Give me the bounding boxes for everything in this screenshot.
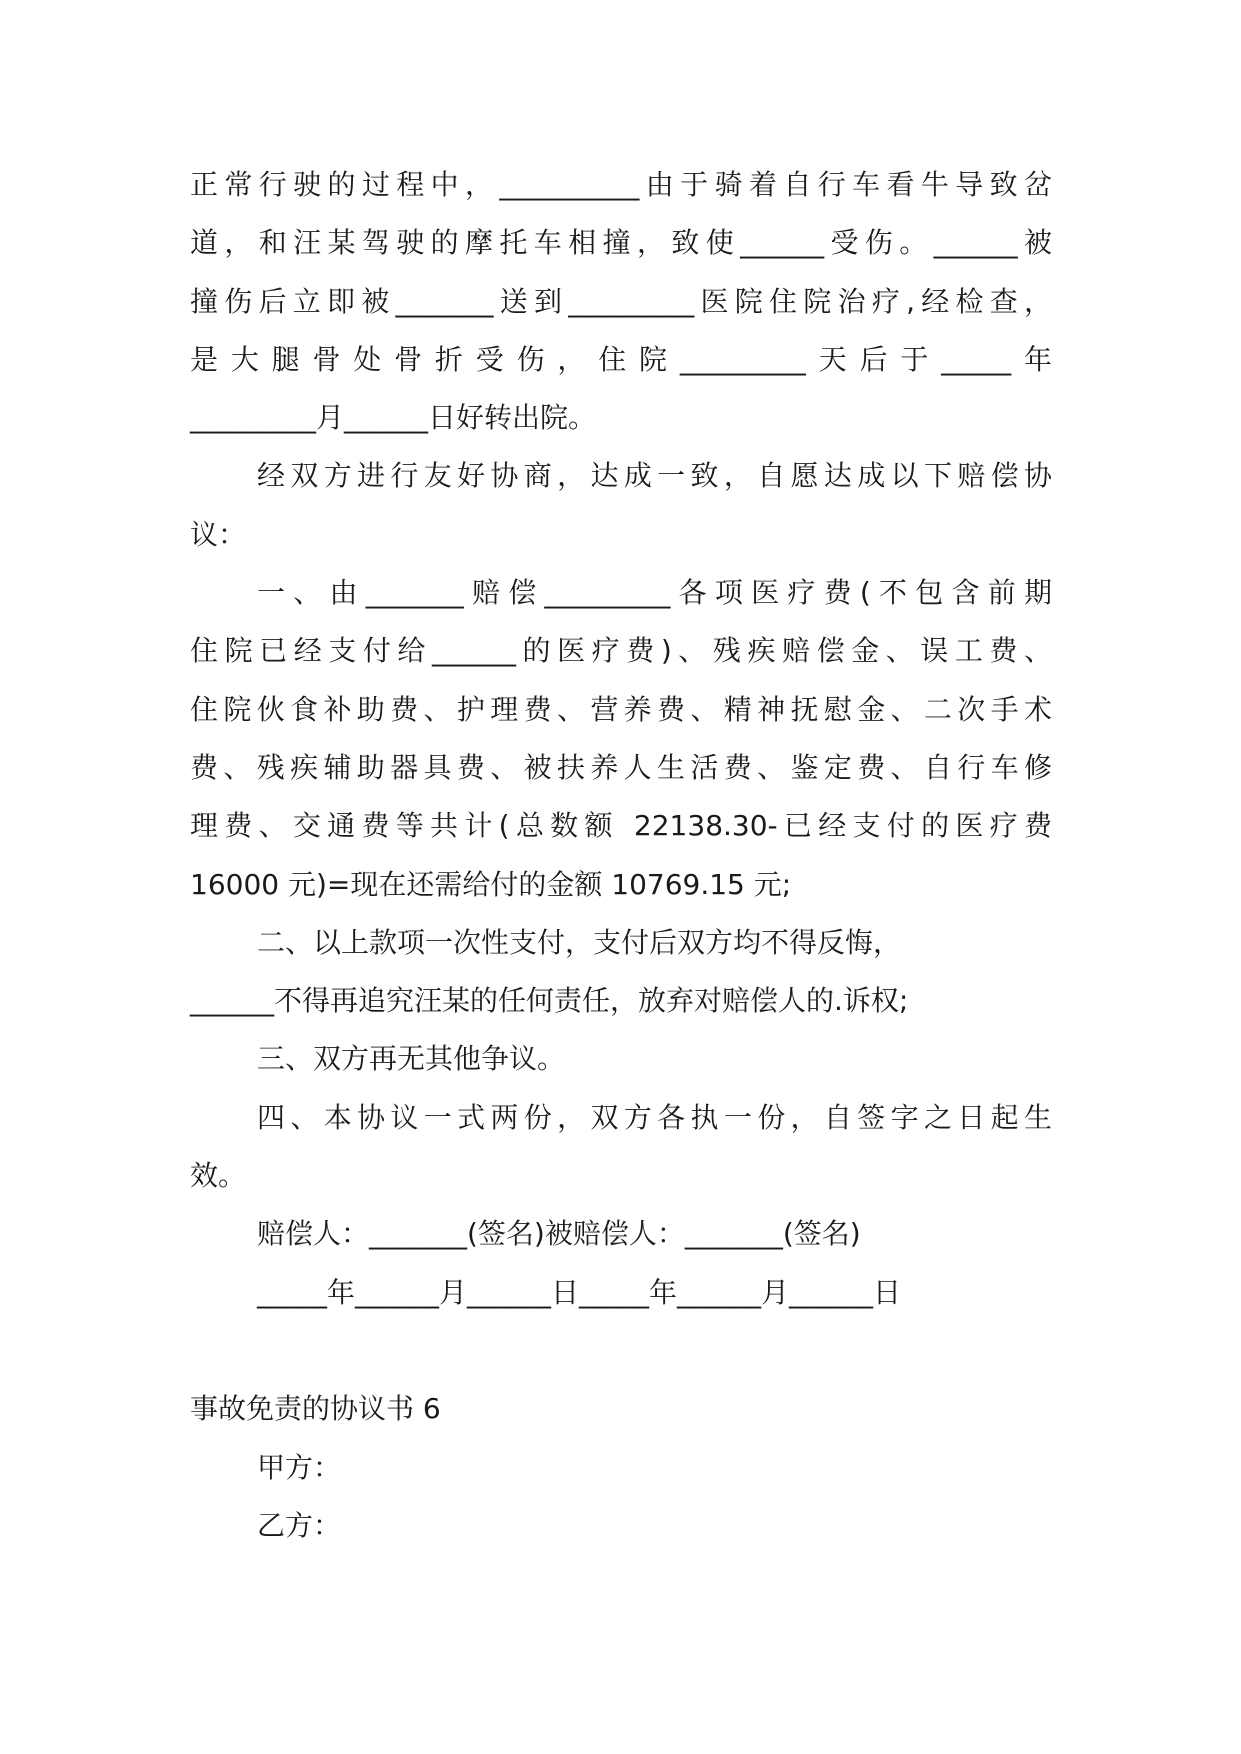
- section-title: 事故免责的协议书 6: [190, 1392, 441, 1426]
- clause-3-line: 三、双方再无其他争议。: [257, 1042, 566, 1076]
- clause-1-line: 一、由_______赔偿_________各项医疗费(不包含前期: [257, 576, 1052, 610]
- paragraph-line: 道，和汪某驾驶的摩托车相撞，致使______受伤。______被: [190, 226, 1052, 260]
- clause-1-line: 费、残疾辅助器具费、被扶养人生活费、鉴定费、自行车修: [190, 750, 1052, 784]
- clause-1-line: 住院伙食补助费、护理费、营养费、精神抚慰金、二次手术: [190, 692, 1052, 726]
- clause-1-line: 住院已经支付给______的医疗费)、残疾赔偿金、误工费、: [190, 634, 1052, 668]
- paragraph-line: _________月______日好转出院。: [190, 401, 597, 435]
- clause-4-line: 四、本协议一式两份，双方各执一份，自签字之日起生: [257, 1100, 1052, 1134]
- paragraph-line: 正常行驶的过程中，__________由于骑着自行车看牛导致岔: [190, 168, 1052, 201]
- paragraph-line: 经双方进行友好协商，达成一致，自愿达成以下赔偿协: [257, 459, 1052, 493]
- signature-line: 赔偿人：_______(签名)被赔偿人：_______(签名): [257, 1217, 861, 1251]
- paragraph-line: 撞伤后立即被_______送到_________医院住院治疗,经检查，: [190, 284, 1052, 318]
- clause-1-line: 理费、交通费等共计(总数额 22138.30-已经支付的医疗费: [190, 809, 1052, 843]
- party-a-label: 甲方：: [257, 1450, 342, 1484]
- section-gap: [190, 1322, 1052, 1380]
- paragraph-line: 议：: [190, 517, 247, 551]
- date-line: _____年______月______日_____年______月______日: [257, 1275, 902, 1309]
- paragraph-line: 是大腿骨处骨折受伤，住院_________天后于_____年: [190, 342, 1052, 376]
- document-page: [190, 156, 1052, 1555]
- clause-4-line: 效。: [190, 1159, 247, 1193]
- clause-2-line: 二、以上款项一次性支付，支付后双方均不得反悔，: [257, 925, 902, 959]
- party-b-label: 乙方：: [257, 1508, 342, 1542]
- clause-1-line: 16000 元)=现在还需给付的金额 10769.15 元;: [190, 867, 792, 901]
- clause-2-line: ______不得再追究汪某的任何责任，放弃对赔偿人的.诉权;: [190, 984, 909, 1018]
